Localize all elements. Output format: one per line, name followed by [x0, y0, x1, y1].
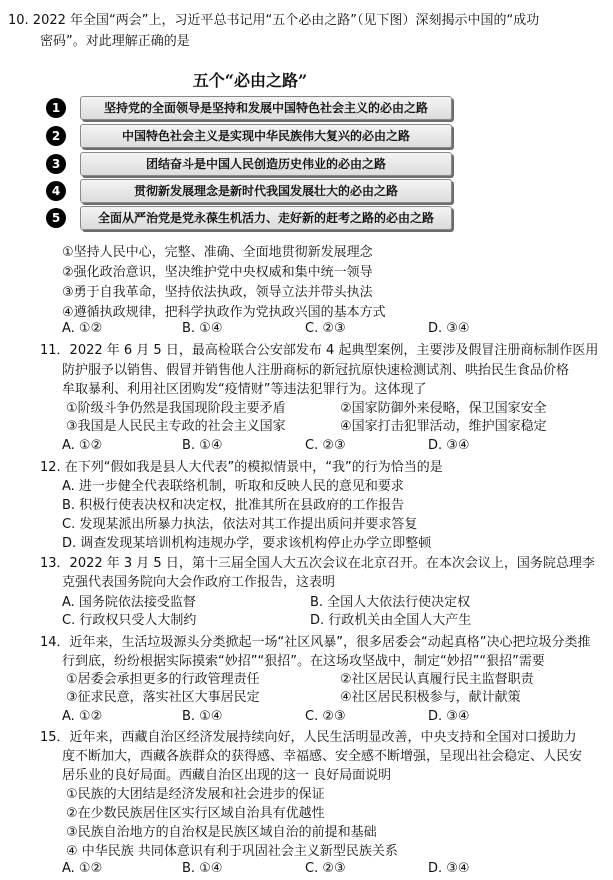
figure-item-5: 全面从严治党是党永葆生机活力、走好新的赶考之路的必由之路	[80, 206, 452, 230]
q13-option-c[interactable]: C. 行政权只受人大制约	[62, 613, 197, 628]
q14-option-a[interactable]: A. ①②	[62, 709, 103, 724]
q15-statement-1: ①民族的大团结是经济发展和社会进步的保证	[66, 787, 325, 802]
number-badge-5: 5	[46, 208, 66, 228]
q11-statement-2: ②国家防御外来侵略，保卫国家安全	[340, 401, 547, 416]
q14-statement-4: ④社区居民积极参与，献计献策	[340, 690, 521, 705]
q10-statement-3: ③勇于自我革命，坚持依法执政，领导立法并带头执法	[62, 285, 373, 300]
q11-option-c[interactable]: C. ②③	[305, 438, 346, 453]
figure-item-3: 团结奋斗是中国人民创造历史伟业的必由之路	[80, 152, 452, 176]
q11-stem-line-3: 牟取暴利、利用社区团购发“疫情财”等违法犯罪行为。这体现了	[62, 382, 427, 397]
q10-option-a[interactable]: A. ①②	[62, 321, 103, 336]
q14-statement-2: ②社区居民认真履行民主监督职责	[340, 672, 534, 687]
q14-option-b[interactable]: B. ①④	[182, 709, 223, 724]
q12-option-d[interactable]: D. 调查发现某培训机构违规办学，要求该机构停止办学立即整顿	[62, 536, 432, 551]
q13-stem-line-1: 13．2022 年 3 月 5 日，第十三届全国人大五次会议在北京召开。在本次会议上，国务院总理李	[40, 556, 595, 571]
q11-stem-line-2: 防护服予以销售、假冒并销售他人注册商标的新冠抗原快速检测试剂、哄抬民生食品价格	[62, 363, 570, 378]
q13-option-d[interactable]: D. 行政机关由全国人大产生	[310, 613, 472, 628]
number-badge-1: 1	[46, 98, 66, 118]
q12-option-b[interactable]: B. 积极行使表决权和决定权，批准其所在县政府的工作报告	[62, 498, 405, 513]
q10-option-c[interactable]: C. ②③	[305, 321, 346, 336]
q10-stem-line-1: 10. 2022 年全国“两会”上，习近平总书记用“五个必由之路”（见下图）深刻揭示中国的“成功	[8, 13, 540, 28]
q15-statement-2: ②在少数民族居住区实行区域自治具有优越性	[66, 806, 325, 821]
q13-option-a[interactable]: A. 国务院依法接受监督	[62, 595, 196, 610]
figure-item-1: 坚持党的全面领导是坚持和发展中国特色社会主义的必由之路	[80, 96, 452, 120]
figure-row-1	[46, 96, 454, 122]
q15-stem-line-1: 15．近年来，西藏自治区经济发展持续向好，人民生活明显改善，中央支持和全国对口援助力	[40, 730, 577, 745]
q10-option-b[interactable]: B. ①④	[182, 321, 223, 336]
number-badge-3: 3	[46, 154, 66, 174]
q12-stem: 12. 在下列“假如我是县人大代表”的模拟情景中，“我”的行为恰当的是	[40, 460, 443, 475]
q14-option-d[interactable]: D. ③④	[428, 709, 470, 724]
q10-statement-2: ②强化政治意识，坚决维护党中央权威和集中统一领导	[62, 265, 373, 280]
figure-title: 五个“必由之路”	[192, 71, 308, 90]
q11-statement-4: ④国家打击犯罪活动，维护国家稳定	[340, 419, 547, 434]
figure-row-4	[46, 179, 454, 205]
figure-row-2	[46, 124, 454, 150]
q11-option-a[interactable]: A. ①②	[62, 438, 103, 453]
q14-option-c[interactable]: C. ②③	[305, 709, 346, 724]
q14-stem-line-2: 行到底，纷纷根据实际摸索“妙招”“狠招”。在这场攻坚战中，制定“妙招”“狠招”需要	[62, 654, 545, 669]
q15-statement-4: ④ 中华民族 共同体意识有利于巩固社会主义新型民族关系	[66, 844, 398, 859]
q12-option-c[interactable]: C. 发现某派出所暴力执法，依法对其工作提出质问并要求答复	[62, 517, 418, 532]
figure-item-2: 中国特色社会主义是实现中华民族伟大复兴的必由之路	[80, 124, 452, 148]
q10-statement-4: ④遵循执政规律，把科学执政作为党执政兴国的基本方式	[62, 305, 386, 320]
q11-stem-line-1: 11．2022 年 6 月 5 日，最高检联合公安部发布 4 起典型案例，主要涉及假冒注册商标制作医用	[40, 343, 599, 358]
q12-option-a[interactable]: A. 进一步健全代表联络机制，听取和反映人民的意见和要求	[62, 479, 404, 494]
q15-option-a[interactable]: A. ①②	[62, 861, 103, 876]
q11-option-b[interactable]: B. ①④	[182, 438, 223, 453]
q14-statement-3: ③征求民意，落实社区大事居民定	[66, 690, 260, 705]
q10-statement-1: ①坚持人民中心，完整、准确、全面地贯彻新发展理念	[62, 245, 373, 260]
q11-statement-1: ①阶级斗争仍然是我国现阶段主要矛盾	[66, 401, 286, 416]
number-badge-2: 2	[46, 126, 66, 146]
q15-option-d[interactable]: D. ③④	[428, 861, 470, 876]
figure-row-5	[46, 206, 454, 232]
q13-option-b[interactable]: B. 全国人大依法行使决定权	[310, 595, 471, 610]
q11-statement-3: ③我国是人民民主专政的社会主义国家	[66, 419, 286, 434]
q15-option-c[interactable]: C. ②③	[305, 861, 346, 876]
number-badge-4: 4	[46, 181, 66, 201]
five-paths-figure	[46, 70, 454, 230]
figure-item-4: 贯彻新发展理念是新时代我国发展壮大的必由之路	[80, 179, 452, 203]
q14-stem-line-1: 14．近年来，生活垃圾源头分类掀起一场“社区风暴”，很多居委会“动起真格”决心把垃圾分类推	[40, 635, 591, 650]
q11-option-d[interactable]: D. ③④	[428, 438, 470, 453]
q13-stem-line-2: 克强代表国务院向大会作政府工作报告，这表明	[62, 575, 336, 590]
q15-stem-line-3: 居乐业的良好局面。西藏自治区出现的这一 良好局面说明	[62, 768, 392, 783]
figure-row-3	[46, 152, 454, 178]
q10-stem-line-2: 密码”。对此理解正确的是	[40, 34, 190, 49]
q15-stem-line-2: 度不断加大，西藏各族群众的获得感、幸福感、安全感不断增强，呈现出社会稳定、人民安	[62, 749, 583, 764]
q15-statement-3: ③民族自治地方的自治权是民族区域自治的前提和基础	[66, 825, 377, 840]
q14-statement-1: ①居委会承担更多的行政管理责任	[66, 672, 260, 687]
q15-option-b[interactable]: B. ①④	[182, 861, 223, 876]
q10-option-d[interactable]: D. ③④	[428, 321, 470, 336]
